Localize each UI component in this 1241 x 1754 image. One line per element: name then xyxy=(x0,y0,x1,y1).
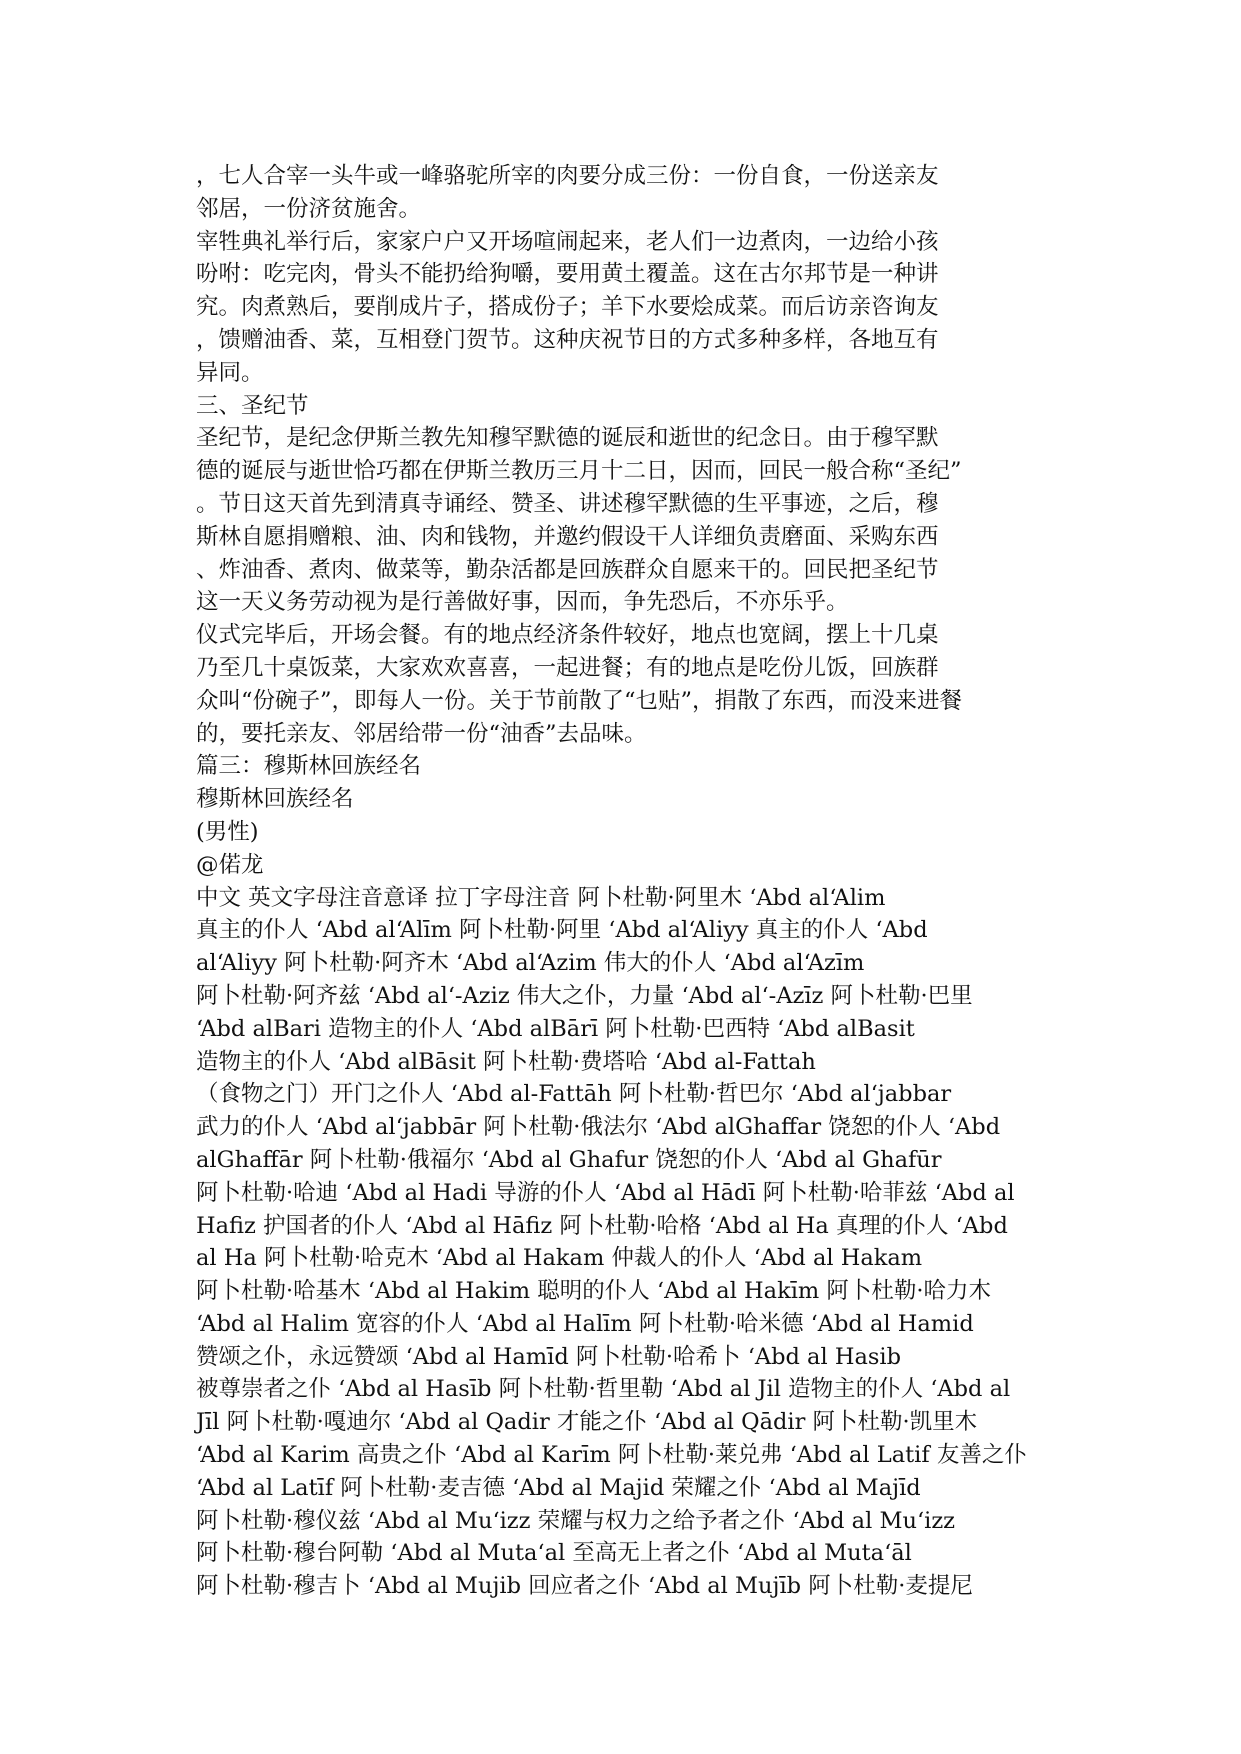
document-body xyxy=(196,160,1056,1603)
text-line: 斯林自愿捐赠粮、油、肉和钱物，并邀约假设干人详细负责磨面、采购东西 xyxy=(196,523,939,550)
text-line: 阿卜杜勒·穆台阿勒 ‘Abd al Muta‘al 至高无上者之仆 ‘Abd al Muta‘āl xyxy=(196,1540,912,1567)
text-line: 、炸油香、煮肉、做菜等，勤杂活都是回族群众自愿来干的。回民把圣纪节 xyxy=(196,556,939,583)
text-line: 圣纪节，是纪念伊斯兰教先知穆罕默德的诞辰和逝世的纪念日。由于穆罕默 xyxy=(196,425,939,452)
text-line: ‘Abd alBari 造物主的仆人 ‘Abd alBārī 阿卜杜勒·巴西特 ‘Abd alBasit xyxy=(196,1015,915,1042)
text-line: ‘Abd al Halim 宽容的仆人 ‘Abd al Halīm 阿卜杜勒·哈米德 ‘Abd al Hamid xyxy=(196,1310,974,1337)
text-line: al Ha 阿卜杜勒·哈克木 ‘Abd al Hakam 仲裁人的仆人 ‘Abd al Hakam xyxy=(196,1245,923,1272)
text-line: 异同。 xyxy=(196,359,264,386)
text-line: Hafiz 护国者的仆人 ‘Abd al Hāfiz 阿卜杜勒·哈格 ‘Abd al Ha 真理的仆人 ‘Abd xyxy=(196,1212,1008,1239)
text-line: 。节日这天首先到清真寺诵经、赞圣、讲述穆罕默德的生平事迹，之后，穆 xyxy=(196,490,939,517)
text-line: (男性) xyxy=(196,818,259,845)
text-line: 阿卜杜勒·哈基木 ‘Abd al Hakim 聪明的仆人 ‘Abd al Hakīm 阿卜杜勒·哈力木 xyxy=(196,1278,992,1305)
text-line: 篇三：穆斯林回族经名 xyxy=(196,753,422,780)
text-line: 造物主的仆人 ‘Abd alBāsit 阿卜杜勒·费塔哈 ‘Abd al-Fattah xyxy=(196,1048,816,1075)
text-line: ，馈赠油香、菜，互相登门贺节。这种庆祝节日的方式多种多样，各地互有 xyxy=(196,326,939,353)
text-line: 三、圣纪节 xyxy=(196,392,309,419)
text-line: 阿卜杜勒·哈迪 ‘Abd al Hadi 导游的仆人 ‘Abd al Hādī 阿卜杜勒·哈菲兹 ‘Abd al xyxy=(196,1179,1015,1206)
text-line: （食物之门）开门之仆人 ‘Abd al-Fattāh 阿卜杜勒·哲巴尔 ‘Abd al‘jabbar xyxy=(196,1081,952,1108)
text-line: 众叫“份碗子”，即每人一份。关于节前散了“乜贴”，捐散了东西，而没来进餐 xyxy=(196,687,963,714)
text-line: ，七人合宰一头牛或一峰骆驼所宰的肉要分成三份：一份自食，一份送亲友 xyxy=(196,163,939,189)
text-line: 阿卜杜勒·穆吉卜 ‘Abd al Mujib 回应者之仆 ‘Abd al Mujīb 阿卜杜勒·麦提尼 xyxy=(196,1573,973,1600)
text-line: 穆斯林回族经名 xyxy=(196,786,354,813)
text-line: 仪式完毕后，开场会餐。有的地点经济条件较好，地点也宽阔，摆上十几桌 xyxy=(196,622,939,649)
text-line: 的，要托亲友、邻居给带一份“油香”去品味。 xyxy=(196,720,647,747)
text-line: 真主的仆人 ‘Abd al‘Alīm 阿卜杜勒·阿里 ‘Abd al‘Aliyy 真主的仆人 ‘Abd xyxy=(196,917,928,944)
text-line: @偌龙 xyxy=(196,851,264,878)
text-line: ‘Abd al Karim 高贵之仆 ‘Abd al Karīm 阿卜杜勒·莱兑弗 ‘Abd al Latif 友善之仆 xyxy=(196,1442,1027,1469)
text-line: 吩咐：吃完肉，骨头不能扔给狗嚼，要用黄土覆盖。这在古尔邦节是一种讲 xyxy=(196,261,939,288)
text-line: alGhaffār 阿卜杜勒·俄福尔 ‘Abd al Ghafur 饶恕的仆人 ‘Abd al Ghafūr xyxy=(196,1146,942,1173)
text-line: 赞颂之仆，永远赞颂 ‘Abd al Hamīd 阿卜杜勒·哈希卜 ‘Abd al Hasib xyxy=(196,1343,902,1370)
text-line: 被尊崇者之仆 ‘Abd al Hasīb 阿卜杜勒·哲里勒 ‘Abd al Jil 造物主的仆人 ‘Abd al xyxy=(196,1376,1011,1403)
text-line: al‘Aliyy 阿卜杜勒·阿齐木 ‘Abd al‘Azim 伟大的仆人 ‘Abd al‘Azīm xyxy=(196,950,865,977)
text-line: 这一天义务劳动视为是行善做好事，因而，争先恐后，不亦乐乎。 xyxy=(196,589,849,616)
text-line: 宰牲典礼举行后，家家户户又开场喧闹起来，老人们一边煮肉，一边给小孩 xyxy=(196,228,939,255)
text-line: 德的诞辰与逝世恰巧都在伊斯兰教历三月十二日，因而，回民一般合称“圣纪” xyxy=(196,458,962,485)
text-line: 究。肉煮熟后，要削成片子，搭成份子；羊下水要烩成菜。而后访亲咨询友 xyxy=(196,294,939,321)
text-line: 阿卜杜勒·穆仪兹 ‘Abd al Mu‘izz 荣耀与权力之给予者之仆 ‘Abd al Mu‘izz xyxy=(196,1507,956,1534)
text-line: 乃至几十桌饭菜，大家欢欢喜喜，一起进餐；有的地点是吃份儿饭，回族群 xyxy=(196,654,939,681)
text-line: 武力的仆人 ‘Abd al‘jabbār 阿卜杜勒·俄法尔 ‘Abd alGhaffar 饶恕的仆人 ‘Abd xyxy=(196,1114,1001,1141)
text-line: 中文 英文字母注音意译 拉丁字母注音 阿卜杜勒·阿里木 ‘Abd al‘Alim xyxy=(196,884,886,911)
text-line: Jīl 阿卜杜勒·嘎迪尔 ‘Abd al Qadir 才能之仆 ‘Abd al Qādir 阿卜杜勒·凯里木 xyxy=(196,1409,978,1436)
text-line: ‘Abd al Latīf 阿卜杜勒·麦吉德 ‘Abd al Majid 荣耀之仆 ‘Abd al Majīd xyxy=(196,1474,921,1501)
text-line: 邻居，一份济贫施舍。 xyxy=(196,195,422,222)
text-line: 阿卜杜勒·阿齐兹 ‘Abd al‘-Aziz 伟大之仆，力量 ‘Abd al‘-Azīz 阿卜杜勒·巴里 xyxy=(196,982,973,1009)
